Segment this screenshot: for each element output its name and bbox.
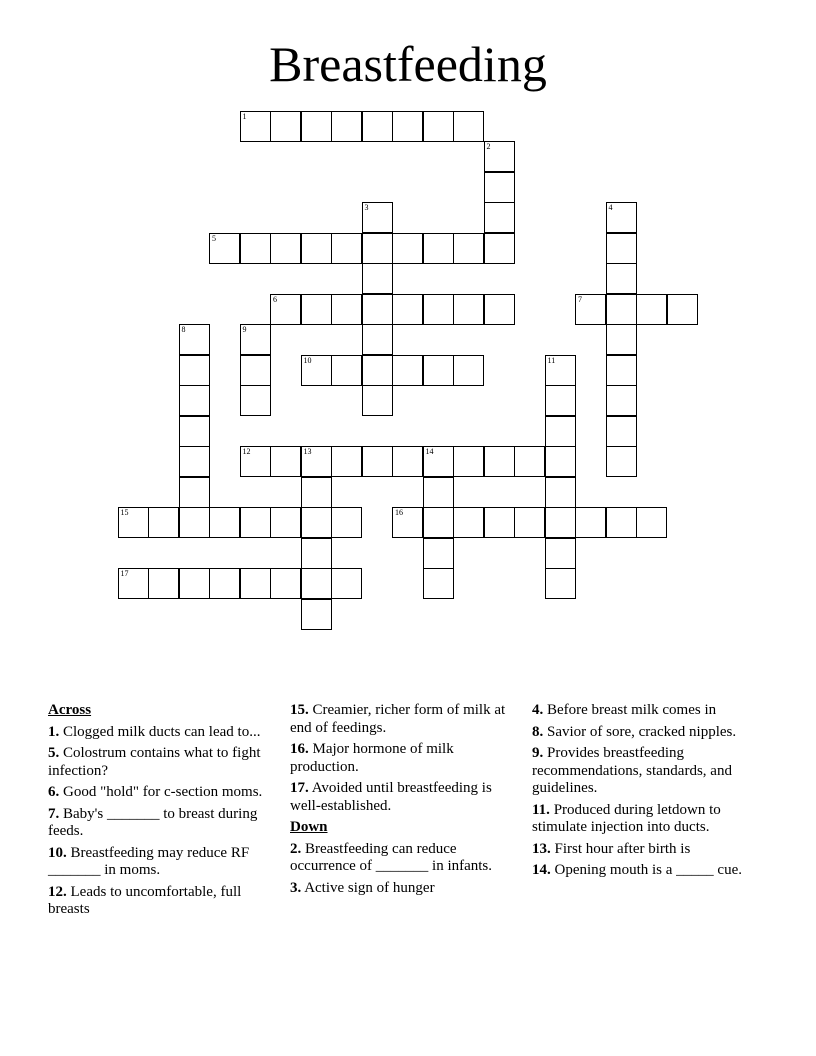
grid-cell[interactable]	[362, 294, 393, 325]
grid-cell[interactable]	[545, 568, 576, 599]
down-clue: 11. Produced during letdown to stimulate injection into ducts.	[532, 801, 721, 835]
clue-number: 17	[120, 569, 129, 578]
grid-cell[interactable]	[331, 446, 362, 477]
down-clue: 9. Provides breastfeeding recommendations, standards, and guidelines.	[532, 745, 732, 796]
down-clue: 14. Opening mouth is a _____ cue.	[532, 862, 742, 878]
clue-number: 6	[273, 294, 277, 304]
grid-cell[interactable]	[240, 111, 271, 142]
grid-cell[interactable]	[423, 355, 454, 386]
clue-number: 4	[608, 203, 613, 212]
clue-number: 8	[181, 325, 186, 334]
grid-cell[interactable]	[179, 355, 210, 386]
grid-cell[interactable]	[484, 202, 515, 233]
grid-cell[interactable]	[301, 538, 332, 569]
grid-cell[interactable]	[606, 324, 637, 355]
grid-cell[interactable]	[240, 568, 271, 599]
grid-cell[interactable]	[392, 355, 423, 386]
grid-cell[interactable]	[209, 568, 240, 599]
clue-number: 1	[242, 111, 247, 121]
grid-cell[interactable]	[606, 202, 637, 233]
grid-cell[interactable]	[606, 294, 637, 325]
grid-cell[interactable]	[301, 355, 332, 386]
grid-cell[interactable]	[484, 141, 515, 172]
grid-cell[interactable]	[606, 416, 637, 447]
grid-cell[interactable]	[453, 507, 484, 538]
down-heading: Down	[290, 819, 328, 835]
clue-number: 15	[120, 508, 129, 517]
clue-column-1	[48, 702, 280, 923]
grid-cell[interactable]	[545, 446, 576, 477]
grid-cell[interactable]	[179, 477, 210, 508]
grid-cell[interactable]	[301, 294, 332, 325]
down-clue: 8. Savior of sore, cracked nipples.	[532, 723, 737, 740]
across-clue: 6. Good "hold" for c-section moms.	[48, 784, 263, 800]
clue-number: 2	[486, 142, 491, 151]
grid-cell[interactable]	[362, 233, 393, 264]
grid-cell[interactable]	[362, 355, 393, 386]
grid-cell[interactable]	[179, 568, 210, 599]
grid-cell[interactable]	[331, 355, 362, 386]
grid-cell[interactable]	[545, 355, 576, 386]
clue-number: 12	[242, 447, 251, 456]
grid-cell[interactable]	[179, 446, 210, 477]
grid-cell[interactable]	[148, 507, 179, 538]
grid-cell[interactable]	[301, 599, 332, 630]
grid-cell[interactable]	[423, 538, 454, 569]
grid-cell[interactable]	[545, 385, 576, 416]
grid-cell[interactable]	[179, 324, 210, 355]
grid-cell[interactable]	[331, 111, 362, 142]
grid-cell[interactable]	[301, 477, 332, 508]
grid-cell[interactable]	[270, 233, 301, 264]
grid-cell[interactable]	[423, 294, 454, 325]
grid-cell[interactable]	[453, 446, 484, 477]
across-clue: 15. Creamier, richer form of milk at end of feedings.	[290, 702, 506, 736]
grid-cell[interactable]	[484, 507, 515, 538]
grid-cell[interactable]	[514, 446, 545, 477]
down-clue: 13. First hour after birth is	[532, 840, 691, 857]
grid-cell[interactable]	[301, 568, 332, 599]
grid-cell[interactable]	[179, 385, 210, 416]
page-title: Breastfeeding	[269, 36, 547, 92]
grid-cell[interactable]	[484, 446, 515, 477]
grid-cell[interactable]	[423, 477, 454, 508]
across-clue: 10. Breastfeeding may reduce RF _______ in moms.	[48, 844, 250, 878]
grid-cell[interactable]	[636, 507, 667, 538]
grid-cell[interactable]	[331, 233, 362, 264]
grid-cell[interactable]	[484, 294, 515, 325]
grid-cell[interactable]	[545, 477, 576, 508]
grid-cell[interactable]	[240, 507, 271, 538]
grid-cell[interactable]	[362, 324, 393, 355]
down-clue: 2. Breastfeeding can reduce occurrence of _______ in infants.	[290, 840, 493, 874]
grid-cell[interactable]	[514, 507, 545, 538]
grid-cell[interactable]	[606, 507, 637, 538]
grid-cell[interactable]	[636, 294, 667, 325]
clue-number: 13	[303, 447, 312, 456]
across-clue: 16. Major hormone of milk production.	[290, 741, 454, 775]
across-clue: 17. Avoided until breastfeeding is well-established.	[290, 780, 492, 814]
grid-cell[interactable]	[423, 568, 454, 599]
grid-cell[interactable]	[209, 233, 240, 264]
grid-cell[interactable]	[362, 385, 393, 416]
grid-cell[interactable]	[118, 568, 149, 599]
grid-cell[interactable]	[240, 233, 271, 264]
grid-cell[interactable]	[301, 111, 332, 142]
grid-cell[interactable]	[392, 233, 423, 264]
grid-cell[interactable]	[606, 233, 637, 264]
grid-cell[interactable]	[362, 446, 393, 477]
grid-cell[interactable]	[423, 507, 454, 538]
grid-cell[interactable]	[453, 233, 484, 264]
grid-cell[interactable]	[606, 385, 637, 416]
across-clue: 1. Clogged milk ducts can lead to...	[48, 723, 261, 740]
grid-cell[interactable]	[484, 172, 515, 203]
grid-cell[interactable]	[545, 416, 576, 447]
grid-cell[interactable]	[270, 111, 301, 142]
clue-number: 16	[395, 508, 403, 517]
grid-cell[interactable]	[545, 538, 576, 569]
grid-cell[interactable]	[392, 446, 423, 477]
grid-cell[interactable]	[209, 507, 240, 538]
grid-cell[interactable]	[606, 355, 637, 386]
grid-cell[interactable]	[240, 446, 271, 477]
clue-number: 9	[242, 325, 247, 334]
across-clue: 7. Baby's _______ to breast during feeds.	[48, 805, 258, 839]
grid-cell[interactable]	[362, 263, 393, 294]
grid-cell[interactable]	[453, 294, 484, 325]
grid-cell[interactable]	[270, 446, 301, 477]
down-clue: 4. Before breast milk comes in	[532, 702, 717, 718]
across-heading: Across	[48, 702, 92, 718]
grid-cell[interactable]	[575, 507, 606, 538]
grid-cell[interactable]	[270, 294, 301, 325]
grid-cell[interactable]	[301, 507, 332, 538]
clue-number: 14	[425, 447, 434, 456]
clue-number: 7	[578, 294, 582, 304]
clue-number: 11	[547, 355, 556, 365]
grid-cell[interactable]	[392, 507, 423, 538]
grid-cell[interactable]	[423, 111, 454, 142]
grid-cell[interactable]	[484, 233, 515, 264]
grid-cell[interactable]	[392, 111, 423, 142]
grid-cell[interactable]	[301, 446, 332, 477]
grid-cell[interactable]	[362, 111, 393, 142]
grid-cell[interactable]	[667, 294, 698, 325]
grid-cell[interactable]	[453, 111, 484, 142]
grid-cell[interactable]	[240, 355, 271, 386]
grid-cell[interactable]	[606, 263, 637, 294]
grid-cell[interactable]	[453, 355, 484, 386]
across-clue: 5. Colostrum contains what to fight infection?	[48, 745, 261, 779]
down-clue: 3. Active sign of hunger	[290, 879, 435, 896]
across-clue: 12. Leads to uncomfortable, full breasts	[48, 883, 242, 917]
grid-cell[interactable]	[331, 507, 362, 538]
clue-number: 5	[212, 233, 216, 243]
grid-cell[interactable]	[270, 507, 301, 538]
grid-cell[interactable]	[148, 568, 179, 599]
clue-number: 10	[303, 355, 312, 365]
grid-cell[interactable]	[270, 568, 301, 599]
grid-cell[interactable]	[575, 294, 606, 325]
clue-column-2	[290, 702, 522, 901]
clue-number: 3	[364, 203, 369, 212]
grid-cell[interactable]	[240, 385, 271, 416]
grid-cell[interactable]	[392, 294, 423, 325]
grid-cell[interactable]	[118, 507, 149, 538]
clue-column-3	[532, 702, 772, 884]
grid-cell[interactable]	[362, 202, 393, 233]
grid-cell[interactable]	[331, 294, 362, 325]
grid-cell[interactable]	[545, 507, 576, 538]
grid-cell[interactable]	[179, 416, 210, 447]
grid-cell[interactable]	[331, 568, 362, 599]
grid-cell[interactable]	[240, 324, 271, 355]
grid-cell[interactable]	[179, 507, 210, 538]
grid-cell[interactable]	[301, 233, 332, 264]
grid-cell[interactable]	[423, 233, 454, 264]
grid-cell[interactable]	[423, 446, 454, 477]
grid-cell[interactable]	[606, 446, 637, 477]
